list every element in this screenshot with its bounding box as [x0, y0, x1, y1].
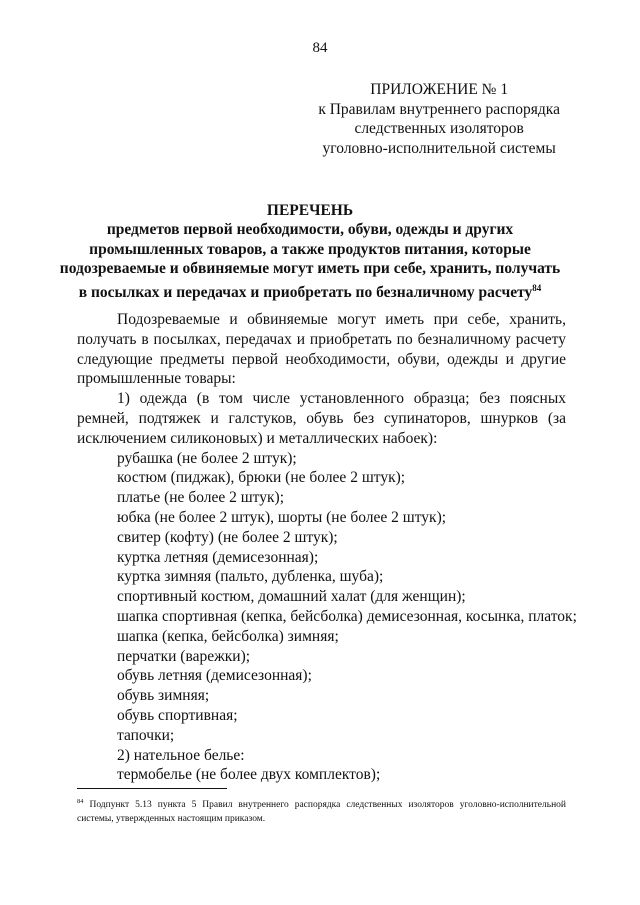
appendix-line: к Правилам внутреннего распорядка [318, 100, 560, 118]
footnote [77, 795, 566, 826]
list-item: обувь зимняя; [117, 687, 210, 705]
list-item: куртка летняя (демисезонная); [117, 548, 319, 566]
footnote-mark: 84 [77, 798, 84, 805]
list-item: обувь летняя (демисезонная); [117, 667, 312, 685]
document-subtitle [0, 220, 620, 302]
list-item: платье (не более 2 штук); [117, 489, 284, 507]
list-item: термобелье (не более двух комплектов); [117, 766, 381, 784]
page-number: 84 [312, 40, 328, 56]
list-item: шапка (кепка, бейсболка) зимняя; [117, 627, 339, 645]
appendix-line: следственных изоляторов [354, 120, 524, 137]
subtitle-line: промышленных товаров, а также продуктов питания, которые [89, 240, 531, 258]
appendix-line: уголовно-исполнительной системы [322, 139, 556, 157]
list-item: костюм (пиджак), брюки (не более 2 штук); [117, 469, 406, 487]
list-item: шапка спортивная (кепка, бейсболка) демисезонная, косынка, платок; [117, 607, 577, 625]
subtitle-line: предметов первой необходимости, обуви, одежды и других [106, 221, 514, 238]
list-item: спортивный костюм, домашний халат (для женщин); [117, 588, 466, 606]
list-item: обувь спортивная; [117, 706, 238, 724]
footnote-text: Подпункт 5.13 пункта 5 Правил внутреннего распорядка следственных изоляторов уголовно-исполнительной системы, утвержденных настоящим приказом. [77, 800, 566, 824]
subtitle-line: подозреваемые и обвиняемые могут иметь при себе, хранить, получать [59, 260, 561, 277]
body-text [77, 310, 577, 785]
subtitle-line: в посылках и передачах и приобретать по безналичному расчету$^{84}$ [78, 282, 542, 301]
intro-paragraph: Подозреваемые и обвиняемые могут иметь при себе, хранить, получать в посылках, передачах и приобретать по безналичному расчету следующие предметы первой необходимости, обуви, одежды и другие промышленные товары: [77, 311, 566, 388]
list-item: юбка (не более 2 штук), шорты (не более 2 штук); [117, 508, 447, 526]
list-item: рубашка (не более 2 штук); [117, 449, 297, 467]
list-item: перчатки (варежки); [117, 647, 251, 665]
clothing-paragraph: 1) одежда (в том числе установленного образца; без поясных ремней, подтяжек и галстуков, обувь без супинаторов, шнурков (за исключением силиконовых) и металлических набоек): [77, 390, 566, 447]
footnote-divider [77, 788, 227, 789]
appendix-title: ПРИЛОЖЕНИЕ № 1 [370, 81, 509, 98]
list-item: тапочки; [117, 726, 175, 744]
underwear-heading: 2) нательное белье: [117, 746, 245, 764]
list-item: свитер (кофту) (не более 2 штук); [117, 528, 338, 546]
list-item: куртка зимняя (пальто, дубленка, шуба); [117, 568, 384, 586]
appendix-block [318, 80, 560, 158]
footnote-reference[interactable]: 84 [532, 282, 542, 293]
document-title: ПЕРЕЧЕНЬ [266, 202, 354, 219]
